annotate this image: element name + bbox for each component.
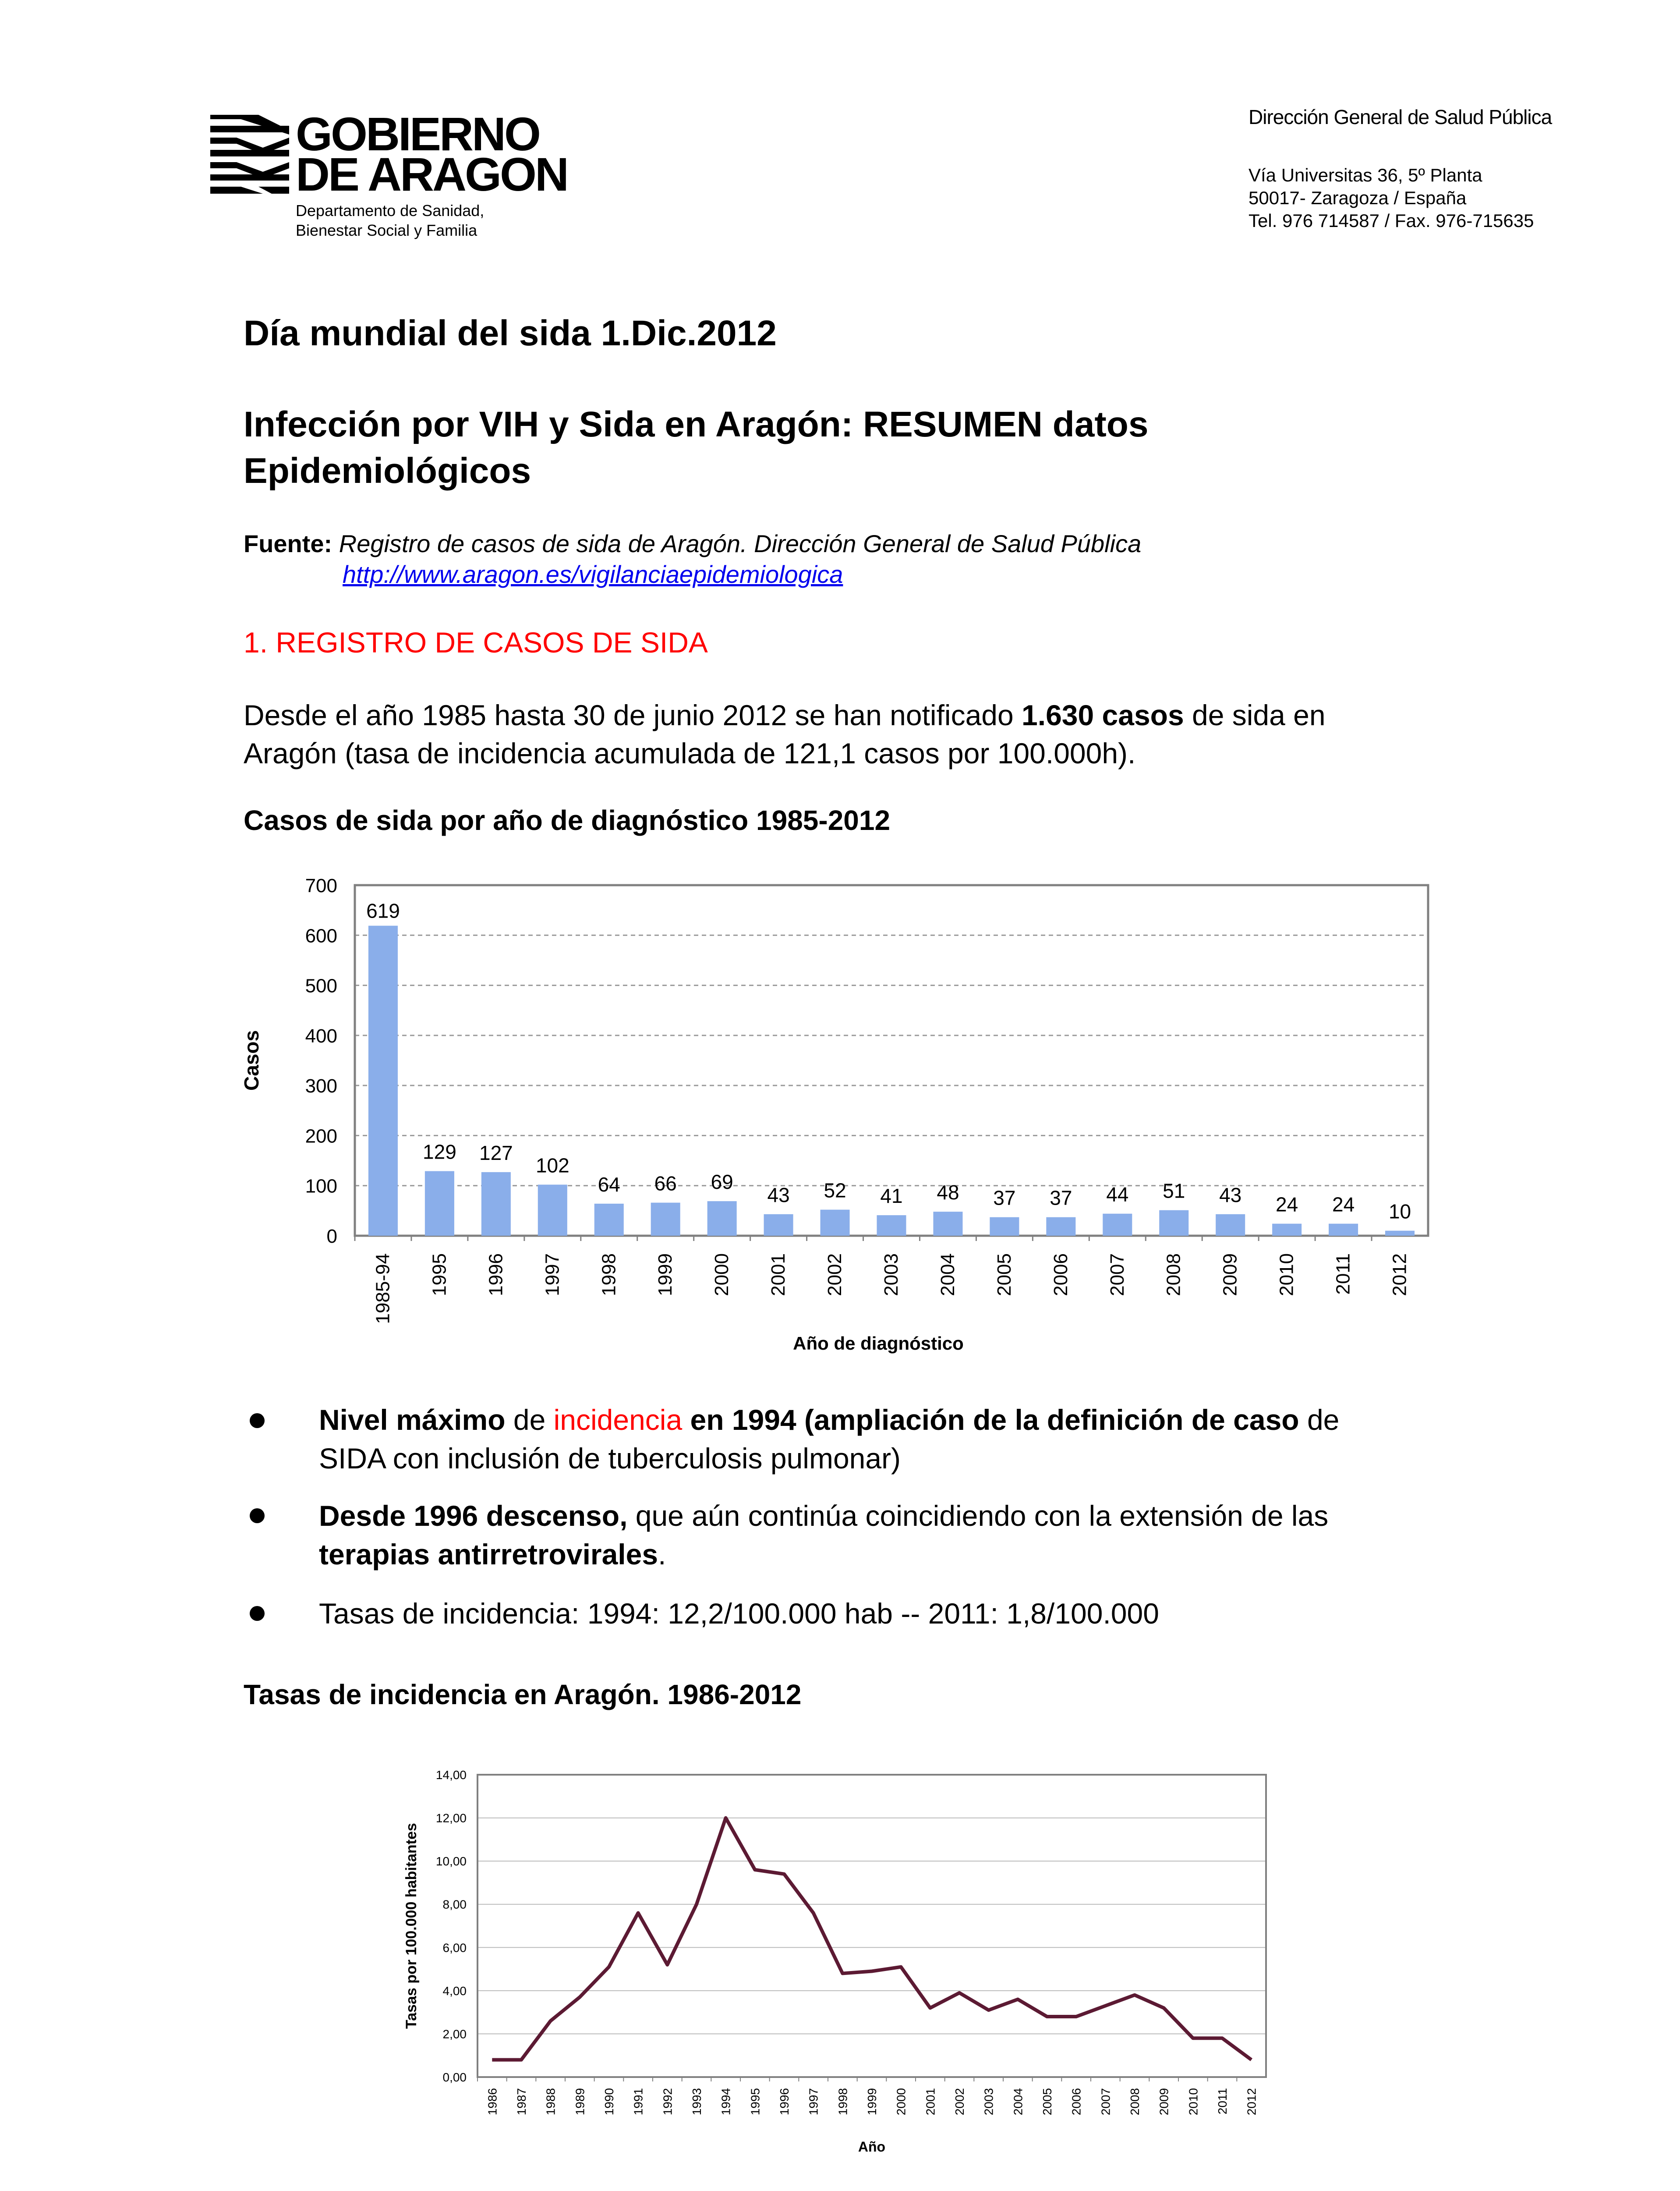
bullet-1-line2: SIDA con inclusión de tuberculosis pulmonar) [319,1442,901,1475]
x-tick-label: 2005 [993,1253,1015,1296]
x-tick-label: 1998 [836,2088,850,2116]
bar-chart-cases [240,868,1472,1358]
address-line1: Vía Universitas 36, 5º Planta [1249,165,1482,185]
bullet-dot-2 [250,1508,265,1523]
bar [538,1184,567,1236]
x-tick-label: 2000 [711,1253,733,1296]
x-tick-label: 2010 [1186,2088,1200,2116]
bar [1385,1231,1415,1236]
x-tick-label: 1999 [865,2088,879,2116]
bar [877,1215,906,1236]
logo-emblem [210,115,289,194]
bullet-2-line2 [319,1535,666,1574]
x-tick-label: 2011 [1332,1253,1354,1295]
data-label: 44 [1106,1183,1129,1206]
y-tick-label: 600 [305,925,337,947]
bar [821,1210,850,1236]
bar [1103,1214,1132,1236]
bullet1-bold2: en 1994 (ampliación de la definición de caso [682,1404,1299,1436]
source-text: Registro de casos de sida de Aragón. Dirección General de Salud Pública [339,530,1142,557]
x-tick-label: 2007 [1106,1253,1128,1296]
x-tick-label: 2012 [1245,2088,1259,2116]
y-tick-label: 6,00 [442,1941,467,1955]
x-tick-label: 2006 [1050,1253,1072,1296]
bar [651,1203,680,1236]
x-tick-label: 2005 [1040,2088,1054,2116]
data-label: 64 [598,1173,620,1196]
source-link[interactable]: http://www.aragon.es/vigilanciaepidemiologica [343,560,843,588]
intro-text-2: de sida en [1184,699,1326,731]
x-tick-label: 2001 [767,1253,789,1296]
bar [1216,1214,1245,1236]
data-label: 48 [937,1181,959,1204]
bar [1046,1217,1075,1236]
x-tick-label: 1995 [748,2088,762,2116]
x-tick-label: 2002 [953,2088,966,2116]
org-name: Dirección General de Salud Pública [1249,106,1552,128]
bullet2-text: que aún continúa coincidiendo con la extensión de las [627,1500,1329,1532]
y-tick-label: 100 [305,1175,337,1197]
department-line2: Bienestar Social y Familia [296,221,477,239]
bullet1-bold: Nivel máximo [319,1404,506,1436]
bar [1329,1224,1358,1236]
x-axis-label: Año de diagnóstico [793,1333,964,1354]
plot-frame [355,885,1428,1236]
x-tick-label: 1993 [690,2088,704,2116]
bullet-2 [319,1496,1546,1535]
data-label: 37 [993,1186,1016,1209]
logo [210,107,569,245]
data-label: 127 [479,1141,513,1164]
x-tick-label: 1999 [654,1253,676,1296]
intro-count: 1.630 casos [1022,699,1184,731]
bullet1-de2: de [1299,1404,1340,1436]
x-tick-label: 1989 [573,2088,587,2116]
x-tick-label: 2008 [1128,2088,1142,2116]
bullet-dot-1 [250,1413,265,1428]
y-tick-label: 500 [305,975,337,997]
y-tick-label: 12,00 [435,1811,467,1825]
x-tick-label: 1997 [541,1253,563,1296]
plot-frame [477,1775,1266,2077]
intro-paragraph [244,696,1558,735]
bullet-dot-3 [250,1606,265,1621]
x-tick-label: 1994 [719,2088,733,2116]
y-tick-label: 10,00 [435,1854,467,1868]
source-line [244,529,1141,558]
line-chart-incidence [394,1762,1489,2165]
x-tick-label: 2012 [1389,1253,1411,1296]
bullet1-de: de [505,1404,554,1436]
logo-text-line2: DE ARAGON [296,148,568,201]
x-tick-label: 1996 [485,1253,507,1296]
bar [594,1204,624,1236]
bar [1272,1224,1302,1236]
x-tick-label: 1992 [661,2088,675,2116]
data-label: 51 [1163,1179,1185,1202]
data-label: 43 [767,1183,790,1206]
y-axis-label: Casos [240,1030,263,1091]
y-tick-label: 14,00 [435,1768,467,1782]
x-tick-label: 1995 [428,1253,450,1296]
data-label: 619 [366,899,400,922]
bar [368,926,398,1236]
y-tick-label: 0 [326,1226,337,1247]
department-line1: Departamento de Sanidad, [296,202,485,220]
x-tick-label: 1996 [778,2088,791,2116]
x-axis-label: Año [858,2139,886,2155]
x-tick-label: 1985-94 [372,1253,394,1324]
y-tick-label: 2,00 [442,2027,467,2041]
x-tick-label: 2009 [1219,1253,1241,1296]
data-label: 69 [711,1170,733,1194]
x-tick-label: 2002 [824,1253,846,1296]
series-line [492,1818,1251,2060]
bullet2-bold: Desde 1996 descenso, [319,1500,628,1532]
bar [1159,1210,1188,1236]
data-label: 52 [824,1179,846,1202]
x-tick-label: 2008 [1163,1253,1185,1296]
page-subtitle-line2: Epidemiológicos [244,451,531,491]
x-tick-label: 2007 [1099,2088,1113,2116]
logo-text-line1: GOBIERNO [296,107,540,160]
bar [764,1214,793,1236]
x-tick-label: 1990 [602,2088,616,2116]
data-label: 66 [654,1172,677,1195]
bullet1-incidencia: incidencia [553,1404,683,1436]
x-tick-label: 2010 [1276,1253,1298,1296]
chart1-heading: Casos de sida por año de diagnóstico 1985-2012 [244,805,891,836]
bullet2-period: . [658,1538,666,1571]
section-heading: 1. REGISTRO DE CASOS DE SIDA [244,626,708,659]
page-title: Día mundial del sida 1.Dic.2012 [244,313,777,353]
bullet2-bold2: terapias antirretrovirales [319,1538,658,1571]
intro-paragraph-line2: Aragón (tasa de incidencia acumulada de 121,1 casos por 100.000h). [244,737,1136,769]
data-label: 10 [1388,1200,1411,1223]
y-tick-label: 300 [305,1075,337,1097]
x-tick-label: 2003 [881,1253,902,1296]
bar [481,1172,511,1236]
x-tick-label: 2004 [1011,2088,1025,2116]
bar [933,1212,962,1236]
data-label: 37 [1050,1186,1072,1209]
x-tick-label: 1998 [598,1253,620,1296]
data-label: 102 [535,1154,569,1177]
data-label: 24 [1332,1193,1355,1216]
y-tick-label: 700 [305,875,337,897]
y-tick-label: 0,00 [442,2070,467,2084]
y-tick-label: 8,00 [442,1897,467,1911]
y-tick-label: 400 [305,1025,337,1047]
bar [707,1201,737,1236]
x-tick-label: 1987 [515,2088,528,2116]
y-axis-label: Tasas por 100.000 habitantes [403,1823,420,2029]
x-tick-label: 1988 [544,2088,558,2116]
chart2-heading: Tasas de incidencia en Aragón. 1986-2012 [244,1679,802,1710]
intro-text-1: Desde el año 1985 hasta 30 de junio 2012 se han notificado [244,699,1022,731]
data-label: 24 [1276,1193,1298,1216]
source-label: Fuente: [244,530,332,557]
x-tick-label: 2011 [1216,2088,1229,2115]
bullet-1 [319,1400,1502,1439]
x-tick-label: 2009 [1157,2088,1171,2116]
address-line2: 50017- Zaragoza / España [1249,188,1467,208]
x-tick-label: 2003 [982,2088,996,2116]
x-tick-label: 2004 [937,1253,958,1296]
y-tick-label: 200 [305,1125,337,1147]
page-subtitle-line1: Infección por VIH y Sida en Aragón: RESUMEN datos [244,404,1149,444]
x-tick-label: 2006 [1069,2088,1083,2116]
address-line3: Tel. 976 714587 / Fax. 976-715635 [1249,210,1534,231]
bar [425,1171,454,1236]
data-label: 129 [423,1140,456,1163]
x-tick-label: 1986 [485,2088,499,2116]
x-tick-label: 2001 [923,2088,937,2116]
data-label: 43 [1219,1183,1242,1206]
x-tick-label: 1997 [806,2088,821,2116]
bar [990,1217,1019,1236]
data-label: 41 [880,1184,903,1208]
y-tick-label: 4,00 [442,1984,467,1998]
x-tick-label: 1991 [631,2088,645,2116]
bullet-3: Tasas de incidencia: 1994: 12,2/100.000 hab -- 2011: 1,8/100.000 [319,1597,1159,1630]
x-tick-label: 2000 [894,2088,908,2116]
